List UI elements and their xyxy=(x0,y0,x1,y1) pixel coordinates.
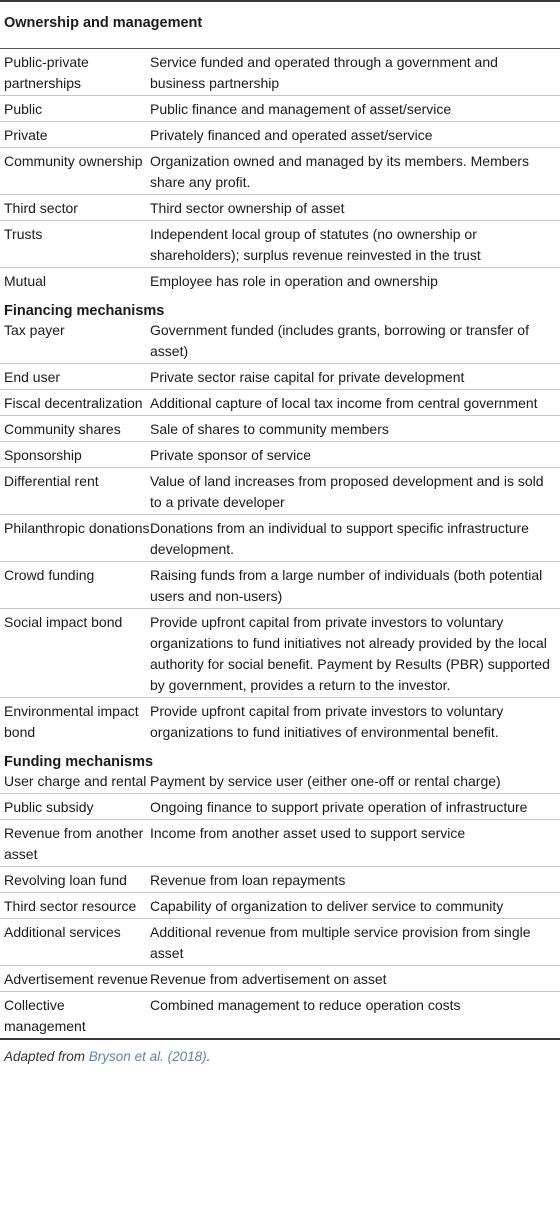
row-term: Community shares xyxy=(4,421,121,437)
table-row xyxy=(0,148,560,195)
row-description: Private sector raise capital for private development xyxy=(150,369,465,385)
table-row xyxy=(0,221,560,268)
row-term: Fiscal decentralization xyxy=(4,395,143,411)
row-description: Employee has role in operation and ownership xyxy=(150,273,438,289)
row-description: Independent local group of statutes (no ownership or shareholders); surplus revenue reinvested in the trust xyxy=(150,226,481,263)
row-description: Organization owned and managed by its members. Members share any profit. xyxy=(150,153,529,190)
row-description: Provide upfront capital from private investors to voluntary organizations to fund initiatives not already provided by the local authority for social benefit. Payment by Results (PBR) supported by government, provides a return to the investor. xyxy=(150,614,550,693)
row-term: Third sector resource xyxy=(4,898,137,914)
row-term: Private xyxy=(4,127,48,143)
row-description: Third sector ownership of asset xyxy=(150,200,345,216)
table-row xyxy=(0,794,560,820)
table-row xyxy=(0,268,560,293)
section-heading: Ownership and management xyxy=(4,15,203,31)
table-row xyxy=(0,992,560,1038)
table-row xyxy=(0,966,560,992)
table-row xyxy=(0,49,560,96)
table-row xyxy=(0,390,560,416)
row-term: User charge and rental xyxy=(4,773,147,789)
row-term: Trusts xyxy=(4,226,43,242)
row-term: Revenue from another asset xyxy=(4,825,144,862)
row-description: Privately financed and operated asset/service xyxy=(150,127,433,143)
row-term: Public-private partnerships xyxy=(4,54,89,91)
table-row xyxy=(0,562,560,609)
table-row xyxy=(0,122,560,148)
row-description: Service funded and operated through a government and business partnership xyxy=(150,54,498,91)
row-term: Sponsorship xyxy=(4,447,82,463)
row-description: Additional revenue from multiple service provision from single asset xyxy=(150,924,531,961)
footnote-prefix: Adapted from xyxy=(4,1049,89,1064)
row-term: Third sector xyxy=(4,200,78,216)
row-description: Revenue from loan repayments xyxy=(150,872,346,888)
row-description: Combined management to reduce operation costs xyxy=(150,997,461,1013)
row-description: Government funded (includes grants, borrowing or transfer of asset) xyxy=(150,322,529,359)
row-term: Collective management xyxy=(4,997,86,1034)
table-row xyxy=(0,195,560,221)
table-row xyxy=(0,468,560,515)
row-description: Ongoing finance to support private operation of infrastructure xyxy=(150,799,528,815)
footnote-suffix: . xyxy=(206,1049,211,1064)
row-description: Income from another asset used to support service xyxy=(150,825,466,841)
row-term: Additional services xyxy=(4,924,121,940)
table-row xyxy=(0,820,560,867)
row-term: Differential rent xyxy=(4,473,99,489)
row-description: Donations from an individual to support specific infrastructure development. xyxy=(150,520,529,557)
row-description: Revenue from advertisement on asset xyxy=(150,971,387,987)
row-description: Value of land increases from proposed development and is sold to a private developer xyxy=(150,473,544,510)
row-term: Environmental impact bond xyxy=(4,703,139,740)
table-body xyxy=(0,2,560,1038)
table-row xyxy=(0,609,560,698)
table-row xyxy=(0,96,560,122)
table-row xyxy=(0,317,560,364)
row-term: Social impact bond xyxy=(4,614,123,630)
row-description: Raising funds from a large number of individuals (both potential users and non-users) xyxy=(150,567,543,604)
section-heading: Funding mechanisms xyxy=(4,754,154,770)
table-footnote xyxy=(0,1040,560,1067)
footnote-citation-link[interactable]: Bryson et al. (2018) xyxy=(88,1049,207,1064)
table-row xyxy=(0,442,560,468)
row-term: Philanthropic donations xyxy=(4,520,150,536)
table-row xyxy=(0,515,560,562)
row-term: End user xyxy=(4,369,61,385)
row-description: Provide upfront capital from private investors to voluntary organizations to fund initiatives of environmental benefit. xyxy=(150,703,504,740)
table-row xyxy=(0,867,560,893)
row-description: Capability of organization to deliver service to community xyxy=(150,898,504,914)
table-row xyxy=(0,698,560,744)
row-term: Revolving loan fund xyxy=(4,872,127,888)
table-row xyxy=(0,416,560,442)
table-row xyxy=(0,893,560,919)
table-row xyxy=(0,364,560,390)
table-row xyxy=(0,768,560,794)
table-row xyxy=(0,919,560,966)
row-term: Public xyxy=(4,101,43,117)
row-term: Public subsidy xyxy=(4,799,94,815)
row-term: Crowd funding xyxy=(4,567,95,583)
row-term: Tax payer xyxy=(4,322,65,338)
row-description: Public finance and management of asset/service xyxy=(150,101,452,117)
row-description: Sale of shares to community members xyxy=(150,421,389,437)
row-description: Payment by service user (either one-off or rental charge) xyxy=(150,773,501,789)
row-term: Community ownership xyxy=(4,153,143,169)
row-description: Private sponsor of service xyxy=(150,447,312,463)
row-description: Additional capture of local tax income from central government xyxy=(150,395,538,411)
row-term: Advertisement revenue xyxy=(4,971,148,987)
row-term: Mutual xyxy=(4,273,47,289)
section-heading: Financing mechanisms xyxy=(4,303,165,319)
